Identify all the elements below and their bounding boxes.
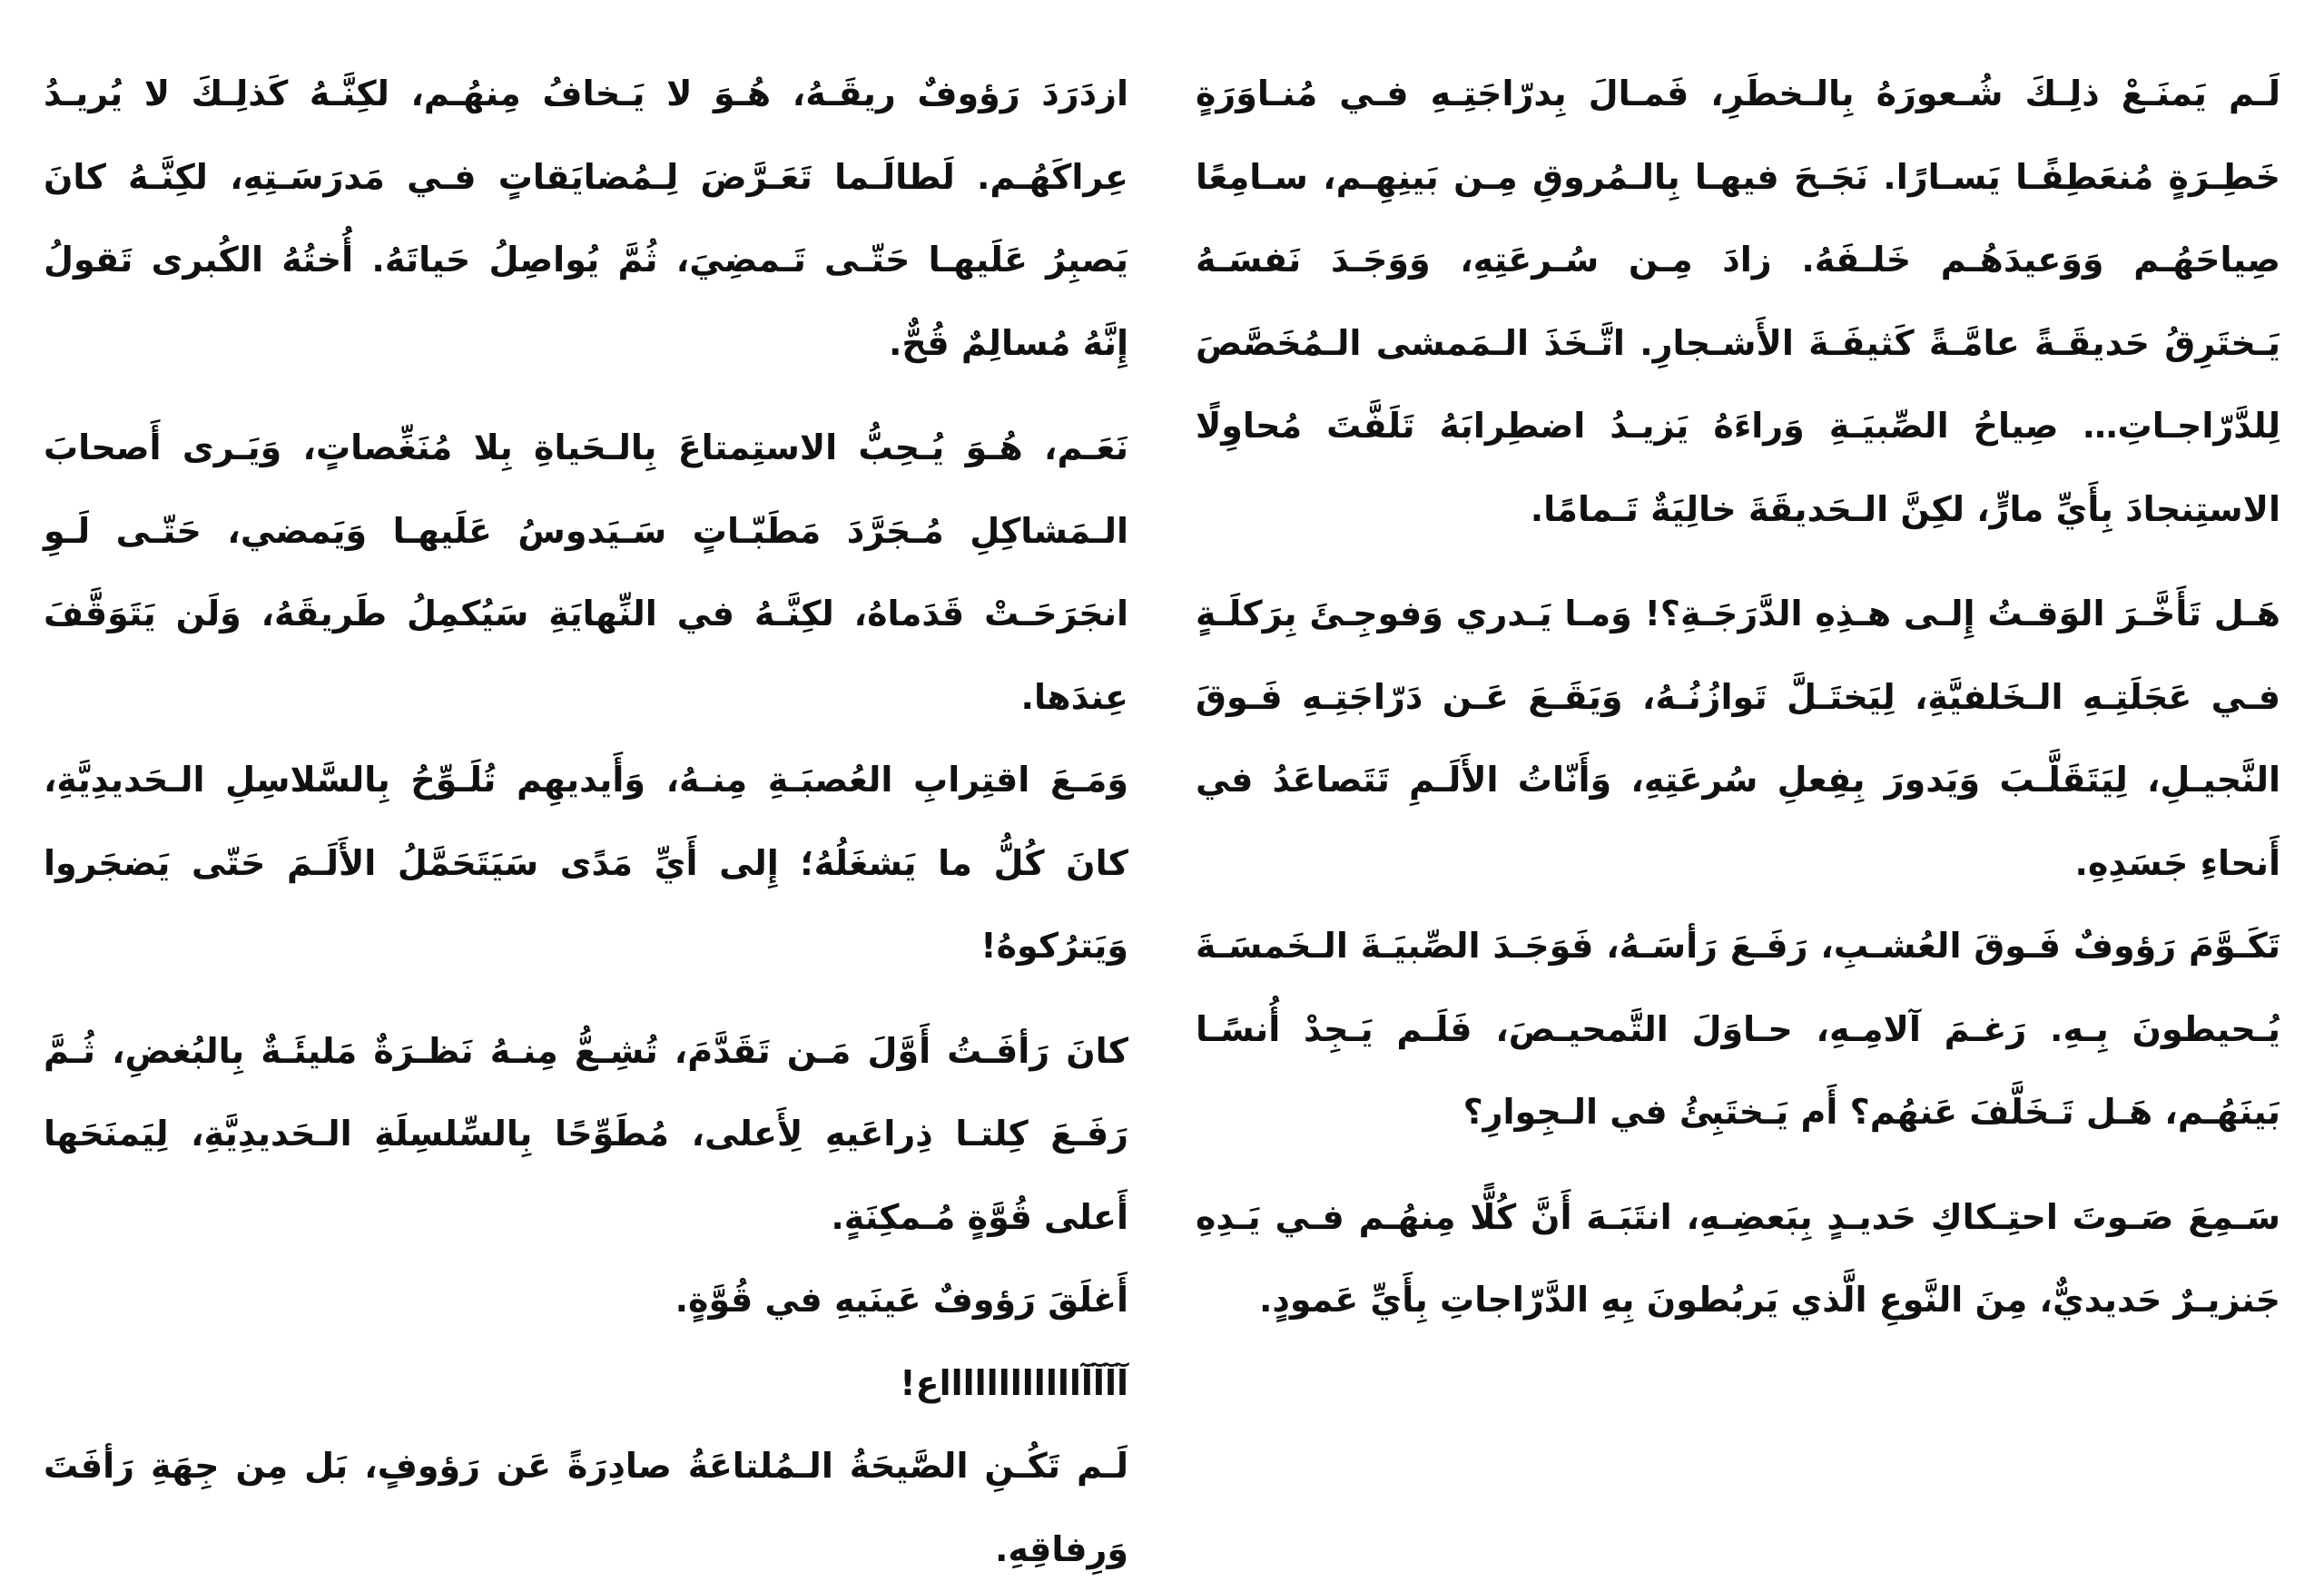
paragraph: لَـم تَكُـنِ الصَّيحَةُ الـمُلتاعَةُ صادِرَةً عَن رَؤوفٍ، بَل مِن جِهَةِ رَأفَتَ وَرِفاقِهِ. [44,1446,1128,1569]
paragraph: ازدَرَدَ رَؤوفٌ ريقَـهُ، هُـوَ لا يَـخافُ مِنهُـم، لكِنَّـهُ كَذلِـكَ لا يُريـدُ عِراكَهُـم. لَطالَـما تَعَـرَّضَ لِـمُضايَقاتٍ فـي مَدرَسَـتِهِ، لكِنَّـهُ كانَ يَصبِرُ عَلَيهـا حَتّـى تَـمضِيَ، ثُمَّ يُواصِلُ حَياتَهُ. أُختُهُ الكُبرى تَقولُ إِنَّهُ مُسالِمٌ قُحٌّ. [44,74,1128,363]
paragraph: لَـم يَمنَـعْ ذلِـكَ شُـعورَهُ بِالـخطَرِ، فَمـالَ بِدرّاجَتِـهِ فـي مُنـاوَرَةٍ خَطِـرَةٍ مُنعَطِفًـا يَسـارًا. نَجَـحَ فيهـا بِالـمُروقِ مِـن بَينِهِـم، سـامِعًا صِياحَهُـم وَوَعيدَهُـم خَلـفَهُ. زادَ مِـن سُـرعَتِهِ، وَوَجَـدَ نَفسَـهُ يَـختَرِقُ حَديقَـةً عامَّـةً كَثيفَـةَ الأَشـجارِ. اتَّـخَذَ الـمَمشى الـمُخَصَّصَ لِلدَّرّاجـاتِ… صِياحُ الصِّبيَـةِ وَراءَهُ يَزيـدُ اضطِرابَهُ تَلَفَّتَ مُحاوِلًا الاستِنجادَ بِأَيِّ مارٍّ، لكِنَّ الـحَديقَةَ خالِيَةٌ تَـمامًا. [1196,74,2280,529]
paragraph: آآآآااااااااااااع! [900,1362,1128,1403]
paragraph: تَكَـوَّمَ رَؤوفٌ فَـوقَ العُشـبِ، رَفَـعَ رَأسَـهُ، فَوَجَـدَ الصِّبيَـةَ الـخَمسَـةَ يُـحيطونَ بِـهِ. رَغـمَ آلامِـهِ، حـاوَلَ التَّمحيـصَ، فَلَـم يَـجِدْ أُنسًـا بَينَهُـم، هَـل تَـخَلَّفَ عَنهُم؟ أَم يَـختَبِئُ في الـجِوارِ؟ [1196,926,2280,1132]
paragraph: كانَ رَأفَـتُ أَوَّلَ مَـن تَقَدَّمَ، تُشِـعُّ مِنـهُ نَظـرَةٌ مَليئَـةٌ بِالبُغضِ، ثُـمَّ رَفَـعَ كِلتـا ذِراعَيهِ لِأَعلى، مُطَوِّحًا بِالسِّلسِلَةِ الـحَديدِيَّةِ، لِيَمنَحَها أَعلى قُوَّةٍ مُـمكِنَةٍ. [44,1030,1128,1237]
right-page [1196,53,2280,1342]
paragraph: وَمَـعَ اقتِرابِ العُصبَـةِ مِنـهُ، وَأَيديهِم تُلَـوِّحُ بِالسَّلاسِلِ الـحَديدِيَّةِ، كانَ كُلُّ ما يَشغَلُهُ؛ إِلى أَيِّ مَدًى سَيَتَحَمَّلُ الأَلَـمَ حَتّى يَضجَروا وَيَترُكوهُ! [44,760,1128,966]
paragraph: هَـل تَأَخَّـرَ الوَقـتُ إِلـى هـذِهِ الدَّرَجَـةِ؟! وَمـا يَـدري وَفوجِـئَ بِرَكلَـةٍ فـي عَجَلَتِـهِ الـخَلفيَّةِ، لِيَختَـلَّ تَوازُنُـهُ، وَيَقَـعَ عَـن دَرّاجَتِـهِ فَـوقَ النَّجيـلِ، لِيَتَقَلَّـبَ وَيَدورَ بِفِعلِ سُرعَتِهِ، وَأَنّاتُ الأَلَـمِ تَتَصاعَدُ في أَنحاءِ جَسَدِهِ. [1196,594,2280,883]
paragraph: سَـمِعَ صَـوتَ احتِـكاكِ حَديـدٍ بِبَعضِـهِ، انتَبَـهَ أَنَّ كُلًّا مِنهُـم فـي يَـدِهِ جَنزيـرٌ حَديديٌّ، مِنَ النَّوعِ الَّذي يَربُطونَ بِهِ الدَّرّاجاتِ بِأَيِّ عَمودٍ. [1196,1196,2280,1320]
paragraph: نَعَـم، هُـوَ يُـحِبُّ الاستِمتاعَ بِالـحَياةِ بِلا مُنَغِّصاتٍ، وَيَـرى أَصحابَ الـمَشاكِلِ مُـجَرَّدَ مَطَبّـاتٍ سَـيَدوسُ عَلَيهـا وَيَمضي، حَتّـى لَـوِ انجَرَحَـتْ قَدَماهُ، لكِنَّـهُ في النِّهايَةِ سَيُكمِلُ طَريقَهُ، وَلَن يَتَوَقَّفَ عِندَها. [44,427,1128,717]
paragraph: أَغلَقَ رَؤوفٌ عَينَيهِ في قُوَّةٍ. [675,1280,1128,1320]
left-page [44,53,1128,1591]
